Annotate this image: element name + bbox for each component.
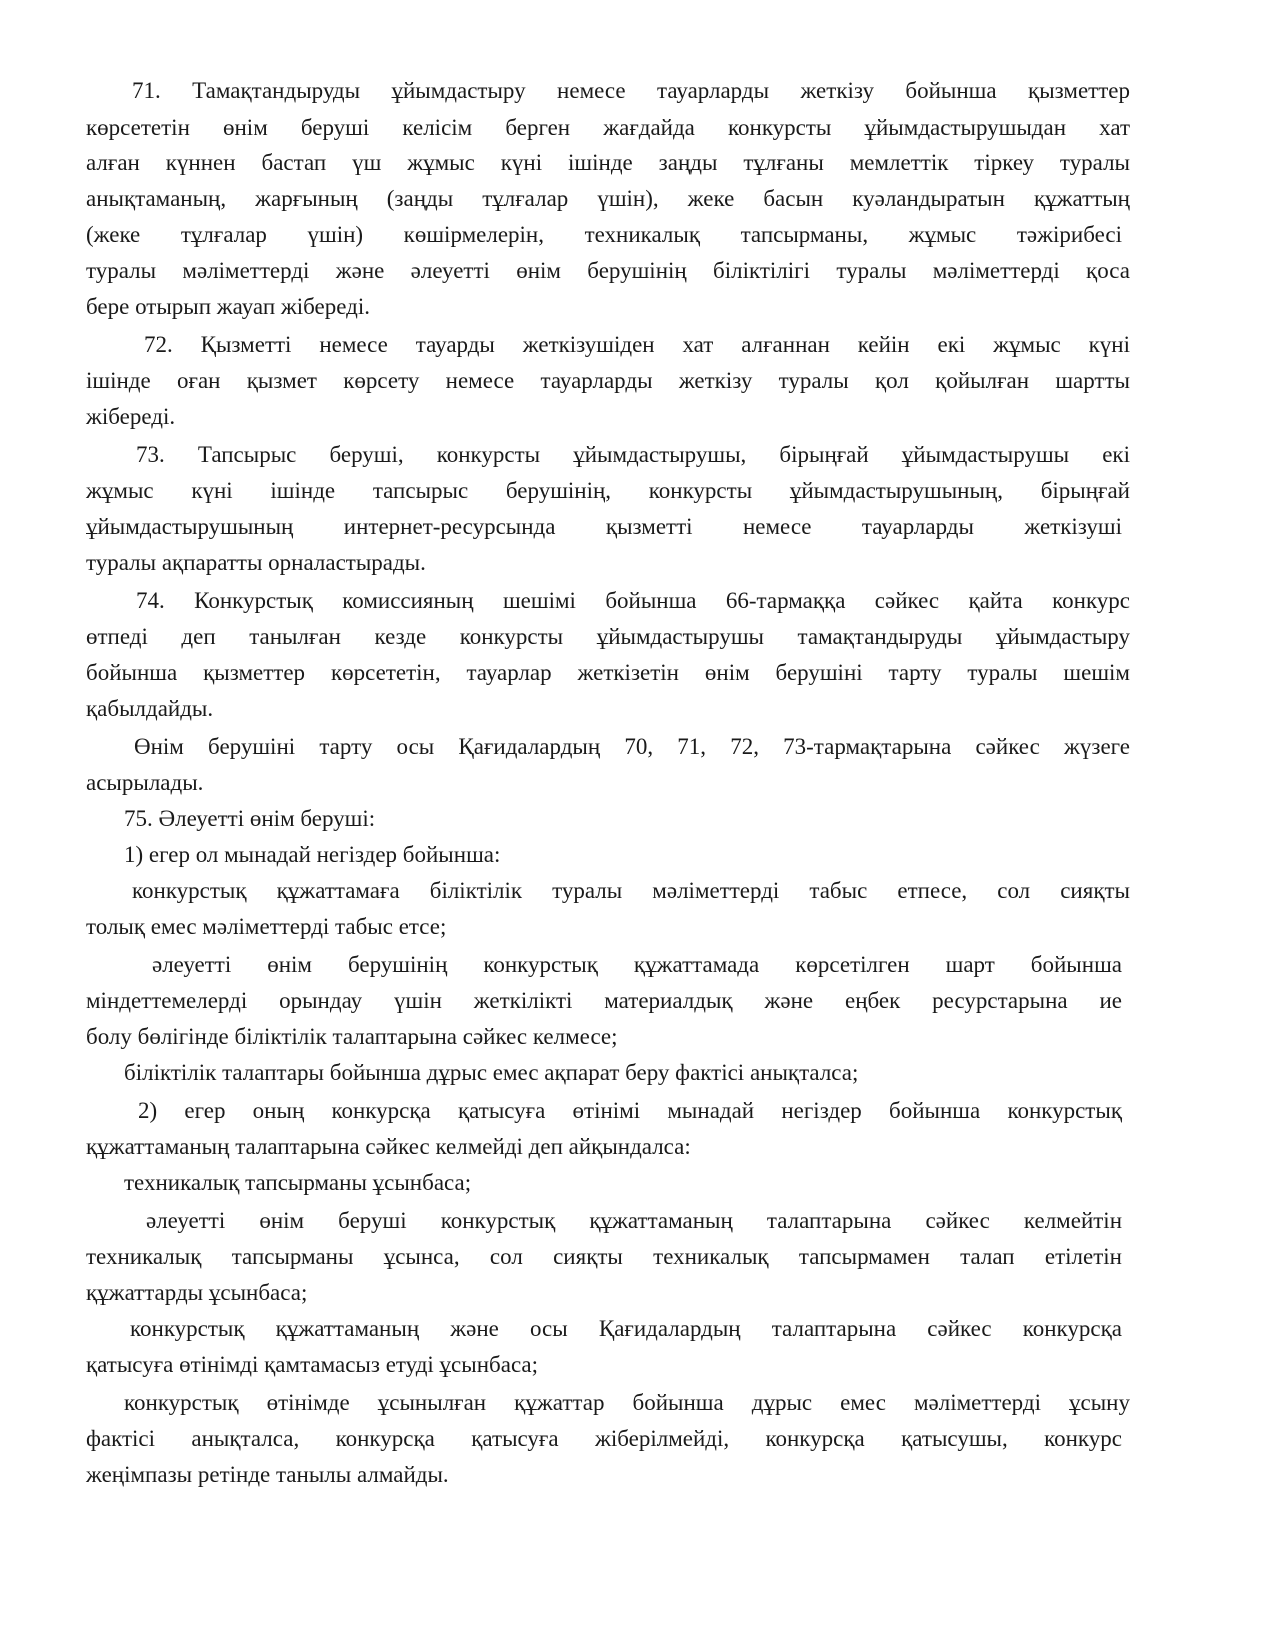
text-line: қатысуға өтінімді қамтамасыз етуді ұсынбаса; <box>86 1352 539 1377</box>
text-line: 73. Тапсырыс беруші, конкурсты ұйымдастырушы, бірыңғай ұйымдастырушы екі <box>136 442 1130 467</box>
text-line: техникалық тапсырманы ұсынбаса; <box>124 1170 472 1195</box>
text-line: бойынша қызметтер көрсететін, тауарлар жеткізетін өнім берушіні тарту туралы шешім <box>86 660 1130 685</box>
text-line: конкурстық құжаттамаға біліктілік туралы мәліметтерді табыс етпесе, сол сияқты <box>132 878 1130 903</box>
text-line: жеңімпазы ретінде танылы алмайды. <box>86 1462 449 1487</box>
text-line: ішінде оған қызмет көрсету немесе тауарларды жеткізу туралы қол қойылған шартты <box>86 368 1130 393</box>
text-line: 2) егер оның конкурсқа қатысуға өтінімі мынадай негіздер бойынша конкурстық <box>138 1098 1122 1123</box>
text-line: жібереді. <box>86 404 176 429</box>
text-line: өтпеді деп танылған кезде конкурсты ұйымдастырушы тамақтандыруды ұйымдастыру <box>86 624 1130 649</box>
text-line: конкурстық құжаттаманың және осы Қағидалардың талаптарына сәйкес конкурсқа <box>130 1316 1122 1341</box>
text-line: фактісі анықталса, конкурсқа қатысуға жіберілмейді, конкурсқа қатысушы, конкурс <box>86 1426 1122 1451</box>
text-line: асырылады. <box>86 770 204 795</box>
text-line: техникалық тапсырманы ұсынса, сол сияқты техникалық тапсырмамен талап етілетін <box>86 1244 1122 1269</box>
text-line: 1) егер ол мынадай негіздер бойынша: <box>124 842 501 867</box>
text-line: біліктілік талаптары бойынша дұрыс емес ақпарат беру фактісі анықталса; <box>124 1060 859 1085</box>
text-line: бере отырып жауап жібереді. <box>86 294 371 319</box>
text-line: құжаттаманың талаптарына сәйкес келмейді деп айқындалса: <box>86 1134 691 1159</box>
text-line: Өнім берушіні тарту осы Қағидалардың 70, 71, 72, 73-тармақтарына сәйкес жүзеге <box>134 734 1130 759</box>
text-line: қабылдайды. <box>86 696 214 721</box>
text-line: 75. Әлеуетті өнім беруші: <box>124 806 376 831</box>
text-line: әлеуетті өнім беруші конкурстық құжаттаманың талаптарына сәйкес келмейтін <box>146 1208 1122 1233</box>
text-line: 71. Тамақтандыруды ұйымдастыру немесе тауарларды жеткізу бойынша қызметтер <box>132 78 1130 103</box>
text-line: конкурстық өтінімде ұсынылған құжаттар бойынша дұрыс емес мәліметтерді ұсыну <box>124 1390 1130 1415</box>
text-line: жұмыс күні ішінде тапсырыс берушінің, конкурсты ұйымдастырушының, бірыңғай <box>86 478 1130 503</box>
text-line: анықтаманың, жарғының (заңды тұлғалар үшін), жеке басын куәландыратын құжаттың <box>86 186 1130 211</box>
text-line: әлеуетті өнім берушінің конкурстық құжаттамада көрсетілген шарт бойынша <box>152 952 1122 977</box>
text-line: құжаттарды ұсынбаса; <box>86 1280 308 1305</box>
text-line: 74. Конкурстық комиссияның шешімі бойынша 66-тармаққа сәйкес қайта конкурс <box>136 588 1130 613</box>
text-line: (жеке тұлғалар үшін) көшірмелерін, техникалық тапсырманы, жұмыс тәжірибесі <box>86 222 1122 247</box>
text-line: міндеттемелерді орындау үшін жеткілікті материалдық және еңбек ресурстарына ие <box>86 988 1122 1013</box>
text-line: ұйымдастырушының интернет-ресурсында қызметті немесе тауарларды жеткізуші <box>86 514 1122 539</box>
text-line: туралы ақпаратты орналастырады. <box>86 550 426 575</box>
text-line: болу бөлігінде біліктілік талаптарына сәйкес келмесе; <box>86 1024 618 1049</box>
text-line: көрсететін өнім беруші келісім берген жағдайда конкурсты ұйымдастырушыдан хат <box>86 115 1130 140</box>
text-line: туралы мәліметтерді және әлеуетті өнім берушінің біліктілігі туралы мәліметтерді қоса <box>86 258 1130 283</box>
text-line: толық емес мәліметтерді табыс етсе; <box>86 914 447 939</box>
text-line: 72. Қызметті немесе тауарды жеткізушіден хат алғаннан кейін екі жұмыс күні <box>144 332 1130 357</box>
text-line: алған күннен бастап үш жұмыс күні ішінде заңды тұлғаны мемлеттік тіркеу туралы <box>86 150 1130 175</box>
